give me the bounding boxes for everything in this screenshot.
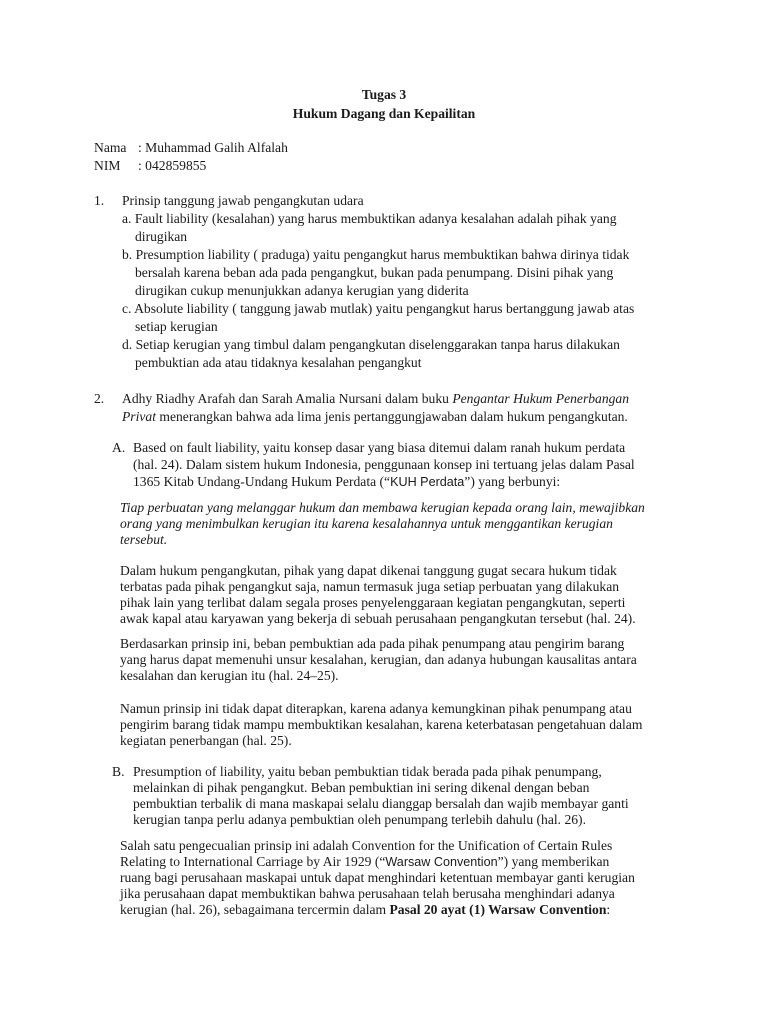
- q2-number: 2.: [94, 391, 105, 406]
- q1-item-c: c. Absolute liability ( tanggung jawab mutlak) yaitu pengangkut harus bertanggung jawab atas: [122, 301, 635, 316]
- section-a-para1: terbatas pada pihak pengangkut saja, namun termasuk juga setiap perbuatan yang dilakukan: [120, 579, 620, 594]
- section-b-para1: kerugian (hal. 26), sebagaimana tercermin dalam Pasal 20 ayat (1) Warsaw Convention:: [120, 902, 611, 917]
- kuh-perdata-term: KUH Perdata: [390, 475, 465, 489]
- pasal-20-reference: Pasal 20 ayat (1) Warsaw Convention: [389, 902, 607, 917]
- q1-item-d: d. Setiap kerugian yang timbul dalam pengangkutan diselenggarakan tanpa harus dilakukan: [122, 337, 620, 352]
- q1-item-b-cont: dirugikan cukup menunjukkan adanya kerugian yang diderita: [135, 283, 469, 298]
- section-a-para1: pihak lain yang terlibat dalam segala proses penyelenggaraan kegiatan pengangkutan, seperti: [120, 595, 626, 610]
- nim-value: : 042859855: [138, 158, 207, 173]
- section-a-para2: kesalahan dan kerugian itu (hal. 24–25).: [120, 668, 339, 683]
- q1-item-c-cont: setiap kerugian: [135, 319, 218, 334]
- section-b-line: melainkan di pihak pengangkut. Beban pembuktian ini sering dikenal dengan beban: [133, 780, 590, 795]
- section-b-letter: B.: [112, 764, 125, 779]
- section-a-para3: kegiatan penerbangan (hal. 25).: [120, 733, 292, 748]
- q1-item-d-cont: pembuktian ada atau tidaknya kesalahan pengangkut: [135, 355, 422, 370]
- name-label: Nama: [94, 140, 127, 155]
- section-a-para3: Namun prinsip ini tidak dapat diterapkan, karena adanya kemungkinan pihak penumpang atau: [120, 701, 632, 716]
- section-b-line: pembuktian terbalik di mana maskapai selalu dianggap bersalah dan wajib membayar ganti: [133, 796, 629, 811]
- document-title: Tugas 3: [361, 87, 407, 102]
- section-b-para1: Relating to International Carriage by Air 1929 (“Warsaw Convention”) yang memberikan: [120, 854, 610, 869]
- quote-line: tersebut.: [120, 532, 168, 547]
- q1-item-b: b. Presumption liability ( praduga) yaitu pengangkut harus membuktikan bahwa dirinya tidak: [122, 247, 630, 262]
- section-b-line: kerugian tanpa perlu adanya pembuktian oleh penumpang terlebih dahulu (hal. 26).: [133, 812, 586, 827]
- q2-intro-line1: Adhy Riadhy Arafah dan Sarah Amalia Nursani dalam buku Pengantar Hukum Penerbangan: [122, 391, 630, 406]
- section-a-line: Based on fault liability, yaitu konsep dasar yang biasa ditemui dalam ranah hukum perdata: [133, 440, 626, 455]
- section-a-para2: yang harus dapat memenuhi unsur kesalahan, kerugian, dan adanya hubungan kausalitas antara: [120, 652, 637, 667]
- q1-number: 1.: [94, 193, 105, 208]
- q1-item-a-cont: dirugikan: [135, 229, 188, 244]
- q2-intro-line2: Privat menerangkan bahwa ada lima jenis pertanggungjawaban dalam hukum pengangkutan.: [122, 409, 628, 424]
- q1-heading: Prinsip tanggung jawab pengangkutan udara: [122, 193, 364, 208]
- warsaw-convention-term: Warsaw Convention: [385, 855, 498, 869]
- nim-label: NIM: [94, 158, 121, 173]
- section-a-para3: pengirim barang tidak mampu membuktikan kesalahan, karena keterbatasan pengetahuan dalam: [120, 717, 643, 732]
- section-a-letter: A.: [112, 440, 126, 455]
- q1-item-b-cont: bersalah karena beban ada pada pengangkut, bukan pada penumpang. Disini pihak yang: [135, 265, 614, 280]
- section-a-para1: Dalam hukum pengangkutan, pihak yang dapat dikenai tanggung gugat secara hukum tidak: [120, 563, 617, 578]
- name-value: : Muhammad Galih Alfalah: [138, 140, 288, 155]
- book-title: Pengantar Hukum Penerbangan: [452, 391, 630, 406]
- document-subtitle: Hukum Dagang dan Kepailitan: [292, 106, 476, 121]
- section-b-para1: Salah satu pengecualian prinsip ini adalah Convention for the Unification of Certain Rules: [120, 838, 613, 853]
- section-a-para1: awak kapal atau karyawan yang bekerja di sebuah perusahaan pengangkutan tersebut (hal. 24).: [120, 611, 636, 626]
- section-a-para2: Berdasarkan prinsip ini, beban pembuktian ada pada pihak penumpang atau pengirim barang: [120, 636, 625, 651]
- section-b-para1: jika perusahaan dapat membuktikan bahwa perusahaan telah berusaha menghindari adanya: [120, 886, 615, 901]
- q1-item-a: a. Fault liability (kesalahan) yang harus membuktikan adanya kesalahan adalah pihak yang: [122, 211, 617, 226]
- section-a-line: 1365 Kitab Undang-Undang Hukum Perdata (“KUH Perdata”) yang berbunyi:: [133, 474, 561, 489]
- section-a-line: (hal. 24). Dalam sistem hukum Indonesia, penggunaan konsep ini tertuang jelas dalam Pasal: [133, 457, 635, 472]
- quote-line: Tiap perbuatan yang melanggar hukum dan membawa kerugian kepada orang lain, mewajibkan: [120, 500, 645, 515]
- quote-line: orang yang menimbulkan kerugian itu karena kesalahannya untuk menggantikan kerugian: [120, 516, 613, 531]
- book-title-cont: Privat: [122, 409, 156, 424]
- section-b-line: Presumption of liability, yaitu beban pembuktian tidak berada pada pihak penumpang,: [133, 764, 602, 779]
- section-b-para1: ruang bagi perusahaan maskapai untuk dapat menghindari ketentuan membayar ganti kerugian: [120, 870, 635, 885]
